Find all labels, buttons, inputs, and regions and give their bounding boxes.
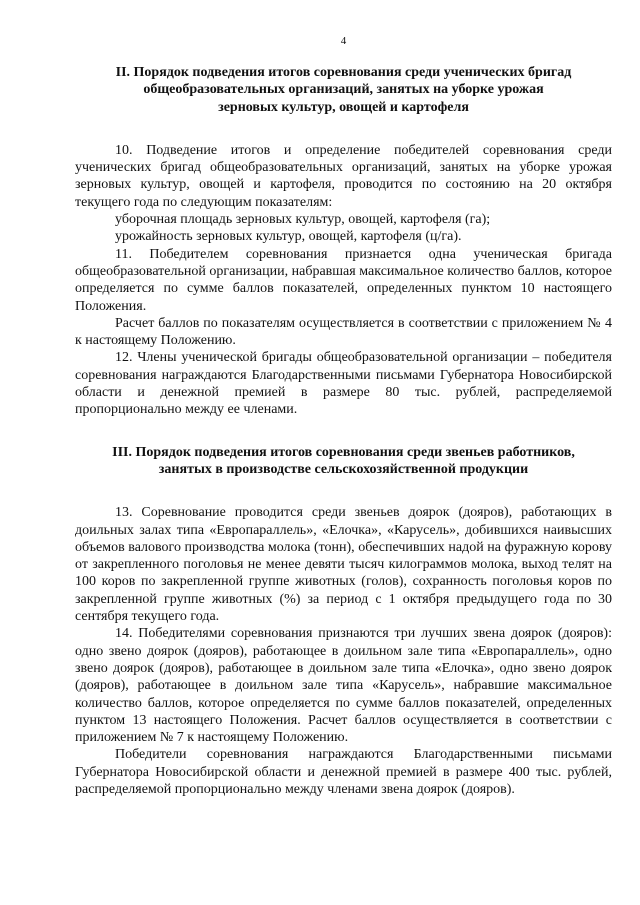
heading-line: II. Порядок подведения итогов соревнования среди ученических бригад <box>115 65 572 80</box>
paragraph-11-calculation: Расчет баллов по показателям осуществляется в соответствии с приложением № 4 к настоящему Положению. <box>75 315 612 349</box>
document-page <box>75 34 612 798</box>
paragraph-13: 13. Соревнование проводится среди звеньев доярок (дояров), работающих в доильных залах типа «Европараллель», «Елочка», «Карусель», добившихся наивысших объемов валового производства молока (тонн), обеспечивших надой на фуражную корову от закрепленного поголовья не менее девяти тысяч килограммов молока, выход телят на 100 коров по закрепленной группе животных (голов), сохранность поголовья коров по закрепленной группе животных (%) за период с 1 октября предыдущего года по 30 сентября текущего года. <box>75 505 612 625</box>
paragraph-14: 14. Победителями соревнования признаются три лучших звена доярок (дояров): одно звено доярок (дояров), работающее в доильном зале типа «Европараллель», одно звено доярок (дояров), работающее в доильном зале типа «Елочка», одно звено доярок (дояров), работающее в доильном зале типа «Карусель», набравшие максимальное количество баллов, которое определяется по сумме баллов показателей, определенных пунктом 13 настоящего Положения. Расчет баллов осуществляется в соответствии с приложением № 7 к настоящему Положению. <box>75 626 612 746</box>
section-2-heading <box>75 64 612 116</box>
section-3-body <box>75 504 612 798</box>
heading-line: III. Порядок подведения итогов соревнования среди звеньев работников, <box>112 444 575 460</box>
heading-line: зерновых культур, овощей и картофеля <box>218 99 469 115</box>
heading-line: занятых в производстве сельскохозяйственной продукции <box>158 461 529 477</box>
paragraph-12: 12. Члены ученической бригады общеобразовательной организации – победителя соревнования награждаются Благодарственными письмами Губернатора Новосибирской области и денежной премией в размере 80 тыс. рублей, распределяемой пропорционально между ее членами. <box>75 350 612 418</box>
indicator-item-area: уборочная площадь зерновых культур, овощей, картофеля (га); <box>115 212 491 228</box>
indicator-item-yield: урожайность зерновых культур, овощей, картофеля (ц/га). <box>115 229 462 245</box>
page-number: 4 <box>340 35 347 47</box>
section-3-heading <box>75 444 612 479</box>
paragraph-11: 11. Победителем соревнования признается одна ученическая бригада общеобразовательной организации, набравшая максимальное количество баллов, которое определяется по сумме баллов показателей, определенных пунктом 10 настоящего Положения. <box>75 246 612 314</box>
section-2-body <box>75 142 612 419</box>
heading-line: общеобразовательных организаций, занятых на уборке урожая <box>143 82 544 98</box>
paragraph-10: 10. Подведение итогов и определение победителей соревнования среди ученических бригад общеобразовательных организаций, занятых на уборке урожая зерновых культур, овощей и картофеля, проводится по состоянию на 20 октября текущего года по следующим показателям: <box>75 142 612 210</box>
paragraph-14-award: Победители соревнования награждаются Благодарственными письмами Губернатора Новосибирской области и денежной премией в размере 400 тыс. рублей, распределяемой пропорционально между членами звена доярок (дояров). <box>75 747 612 797</box>
